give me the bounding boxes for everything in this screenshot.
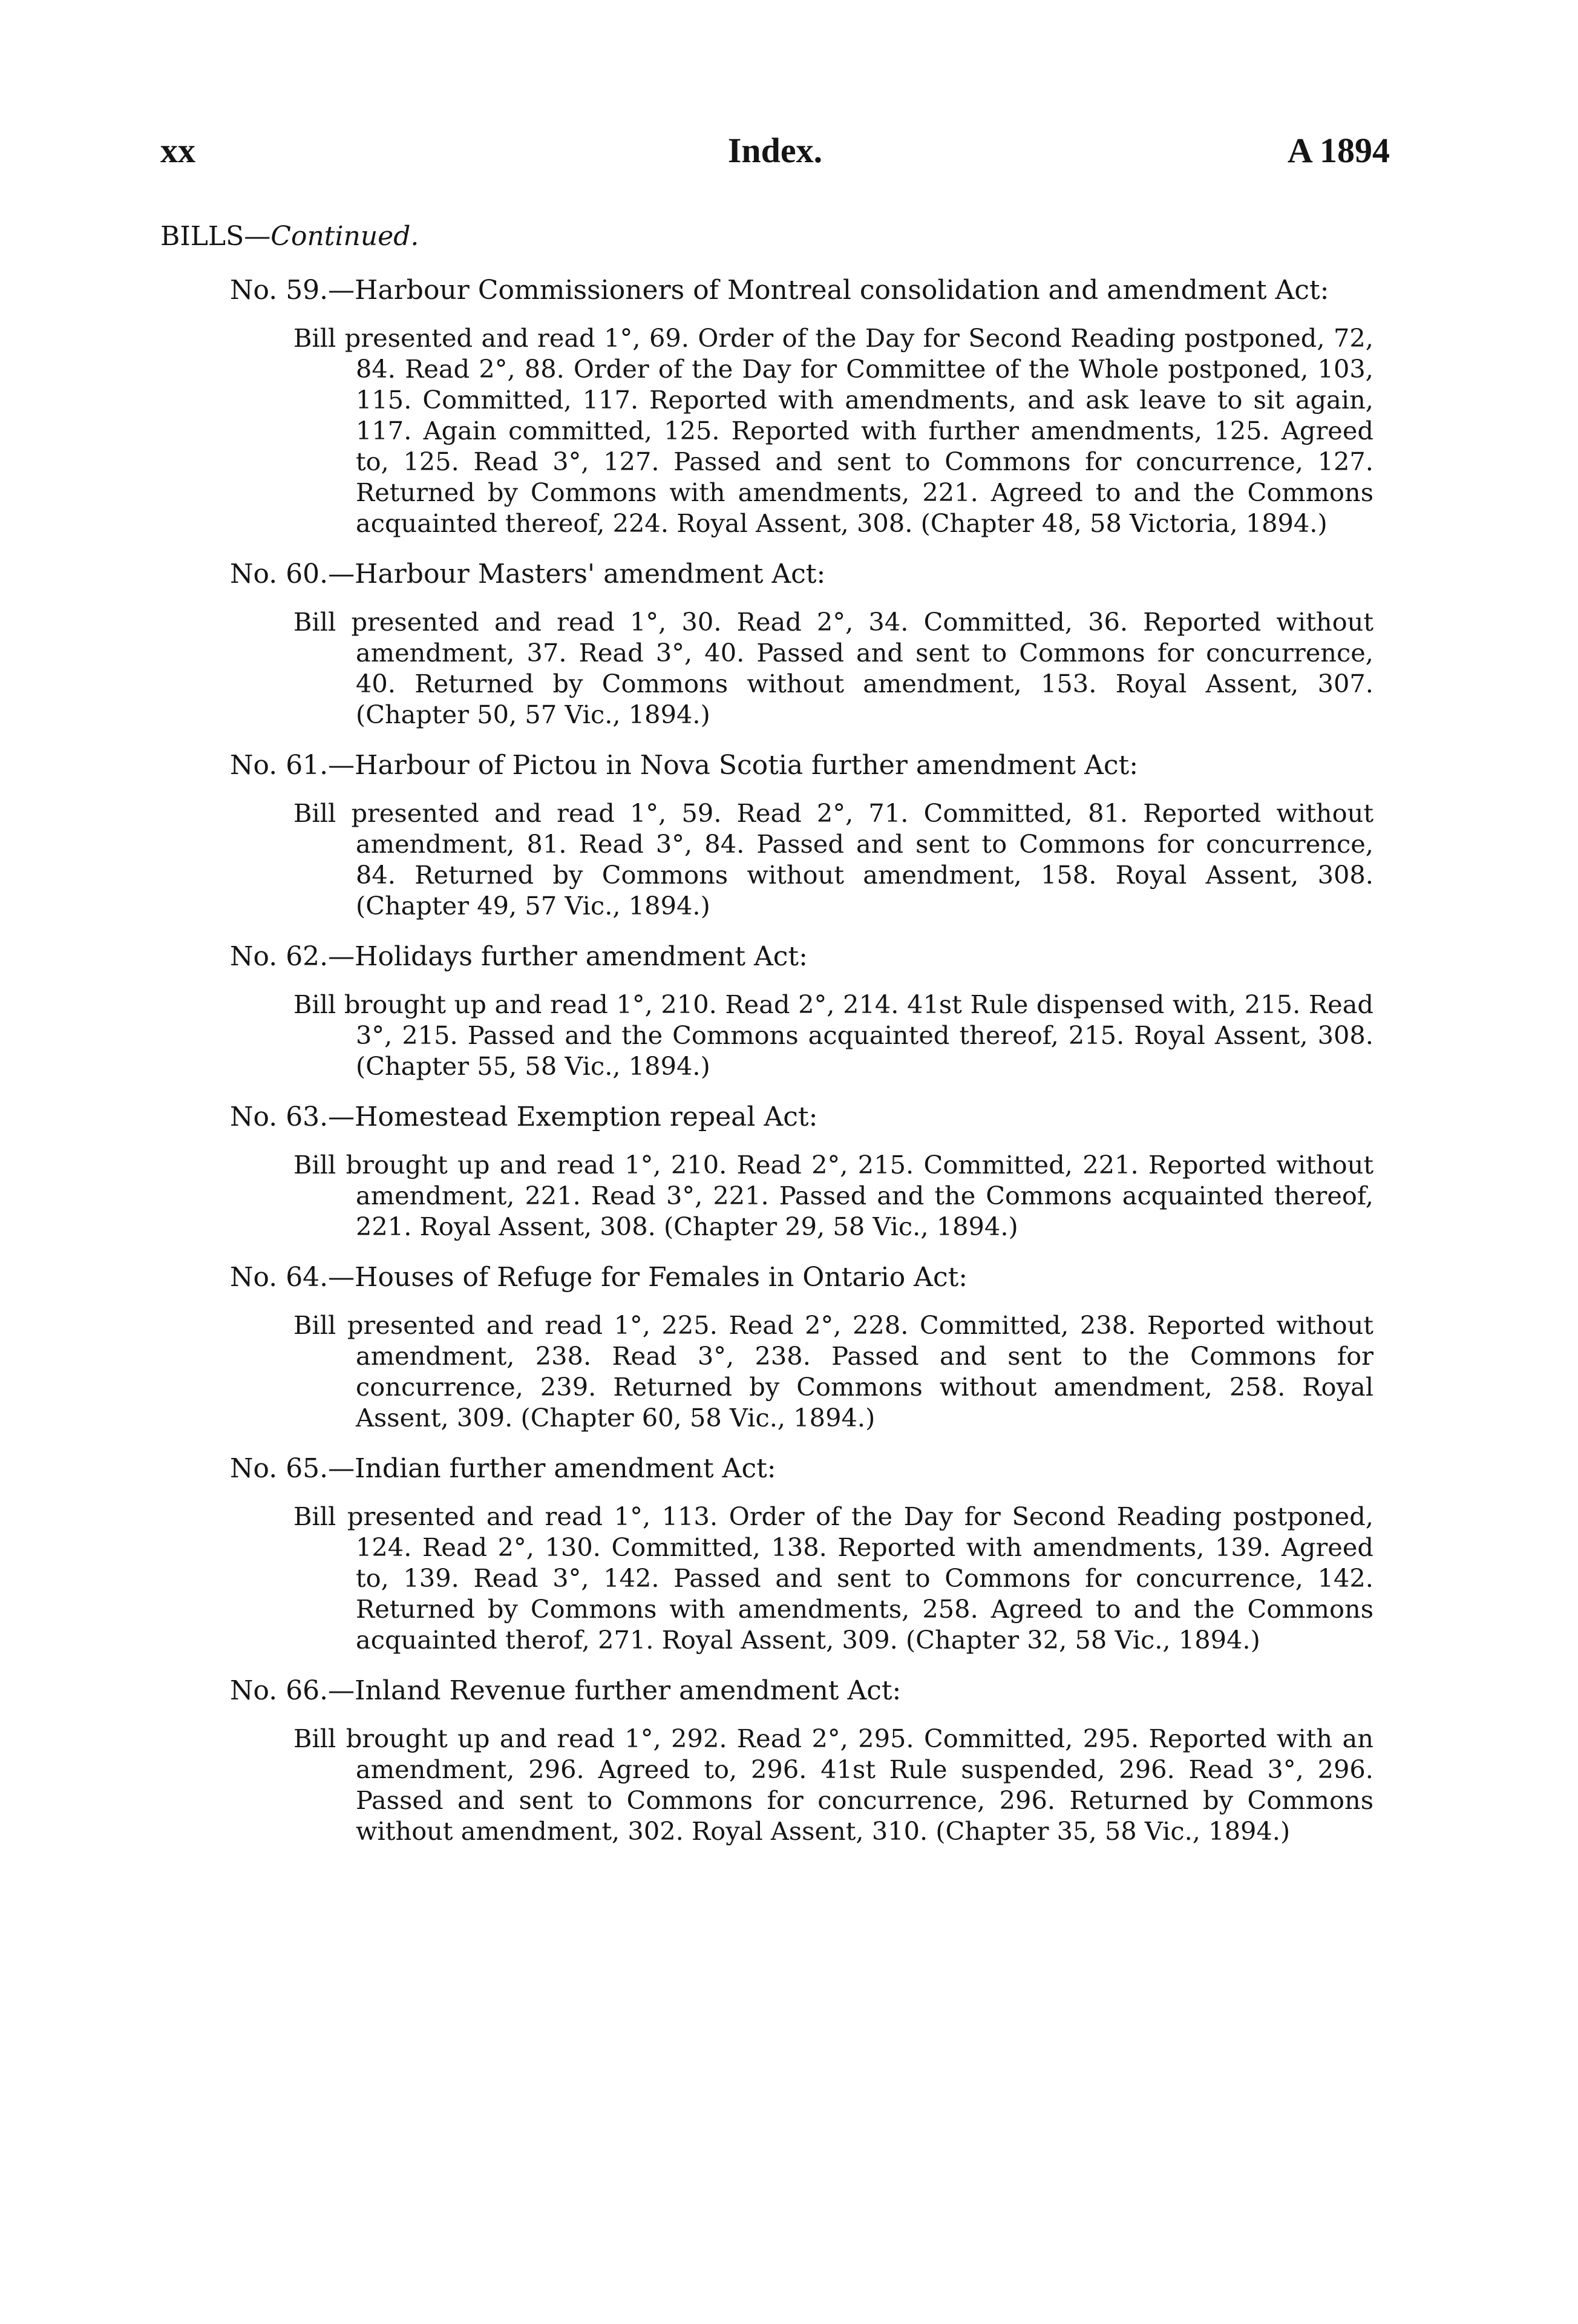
bill-history: Bill brought up and read 1°, 210. Read 2°, 215. Committed, 221. Reported without amendment, 221. Read 3°, 221. Passed and the Commons acquainted thereof, 221. Royal Assent, 308. (Chapter 29, 58 Vic., 1894.): [293, 1150, 1373, 1241]
page-number: xx: [160, 131, 195, 170]
bill-entry-60: [230, 559, 1373, 730]
bill-history: Bill brought up and read 1°, 292. Read 2°, 295. Committed, 295. Reported with an amendment, 296. Agreed to, 296. 41st Rule suspended, 296. Read 3°, 296. Passed and sent to Commons for concurrence, 296. Returned by Commons without amendment, 302. Royal Assent, 310. (Chapter 35, 58 Vic., 1894.): [293, 1724, 1373, 1846]
bill-history: Bill presented and read 1°, 30. Read 2°, 34. Committed, 36. Reported without amendment, 37. Read 3°, 40. Passed and sent to Commons for concurrence, 40. Returned by Commons without amendment, 153. Royal Assent, 307. (Chapter 50, 57 Vic., 1894.): [293, 607, 1373, 729]
bill-entry-61: [230, 750, 1373, 921]
bill-title: No. 63.—Homestead Exemption repeal Act:: [230, 1101, 818, 1132]
bill-entry-62: [230, 942, 1373, 1082]
bill-title: No. 60.—Harbour Masters' amendment Act:: [230, 559, 826, 589]
bill-title: No. 65.—Indian further amendment Act:: [230, 1453, 776, 1484]
section-continued: —Continued.: [244, 221, 419, 252]
bill-entry-63: [230, 1102, 1373, 1242]
header-title: Index.: [727, 131, 823, 170]
bill-title: No. 66.—Inland Revenue further amendment Act:: [230, 1675, 902, 1706]
bill-history: Bill brought up and read 1°, 210. Read 2°, 214. 41st Rule dispensed with, 215. Read 3°, 215. Passed and the Commons acquainted thereof, 215. Royal Assent, 308. (Chapter 55, 58 Vic., 1894.): [293, 990, 1373, 1081]
bill-entries: [230, 275, 1373, 1867]
bill-entry-64: [230, 1262, 1373, 1433]
bill-history: Bill presented and read 1°, 69. Order of the Day for Second Reading postponed, 72, 84. Read 2°, 88. Order of the Day for Committee of the Whole postponed, 103, 115. Committed, 117. Reported with amendments, and ask leave to sit again, 117. Again committed, 125. Reported with further amendments, 125. Agreed to, 125. Read 3°, 127. Passed and sent to Commons for concurrence, 127. Returned by Commons with amendments, 221. Agreed to and the Commons acquainted thereof, 224. Royal Assent, 308. (Chapter 48, 58 Victoria, 1894.): [293, 323, 1373, 538]
bill-history: Bill presented and read 1°, 59. Read 2°, 71. Committed, 81. Reported without amendment, 81. Read 3°, 84. Passed and sent to Commons for concurrence, 84. Returned by Commons without amendment, 158. Royal Assent, 308. (Chapter 49, 57 Vic., 1894.): [293, 798, 1373, 921]
bill-history: Bill presented and read 1°, 113. Order of the Day for Second Reading postponed, 124. Read 2°, 130. Committed, 138. Reported with amendments, 139. Agreed to, 139. Read 3°, 142. Passed and sent to Commons for concurrence, 142. Returned by Commons with amendments, 258. Agreed to and the Commons acquainted therof, 271. Royal Assent, 309. (Chapter 32, 58 Vic., 1894.): [293, 1502, 1373, 1655]
bill-title: No. 64.—Houses of Refuge for Females in Ontario Act:: [230, 1262, 968, 1293]
page-header: [160, 130, 1390, 172]
section-name: BILLS: [160, 221, 244, 252]
bill-title: No. 62.—Holidays further amendment Act:: [230, 941, 808, 972]
section-heading: [160, 221, 419, 252]
bill-entry-65: [230, 1454, 1373, 1655]
header-year: A 1894: [1287, 131, 1390, 170]
bill-title: No. 61.—Harbour of Pictou in Nova Scotia further amendment Act:: [230, 750, 1139, 781]
bill-title: No. 59.—Harbour Commissioners of Montreal consolidation and amendment Act:: [230, 275, 1329, 306]
bill-entry-66: [230, 1676, 1373, 1846]
bill-entry-59: [230, 275, 1373, 539]
bill-history: Bill presented and read 1°, 225. Read 2°, 228. Committed, 238. Reported without amendment, 238. Read 3°, 238. Passed and sent to the Commons for concurrence, 239. Returned by Commons without amendment, 258. Royal Assent, 309. (Chapter 60, 58 Vic., 1894.): [293, 1310, 1373, 1433]
